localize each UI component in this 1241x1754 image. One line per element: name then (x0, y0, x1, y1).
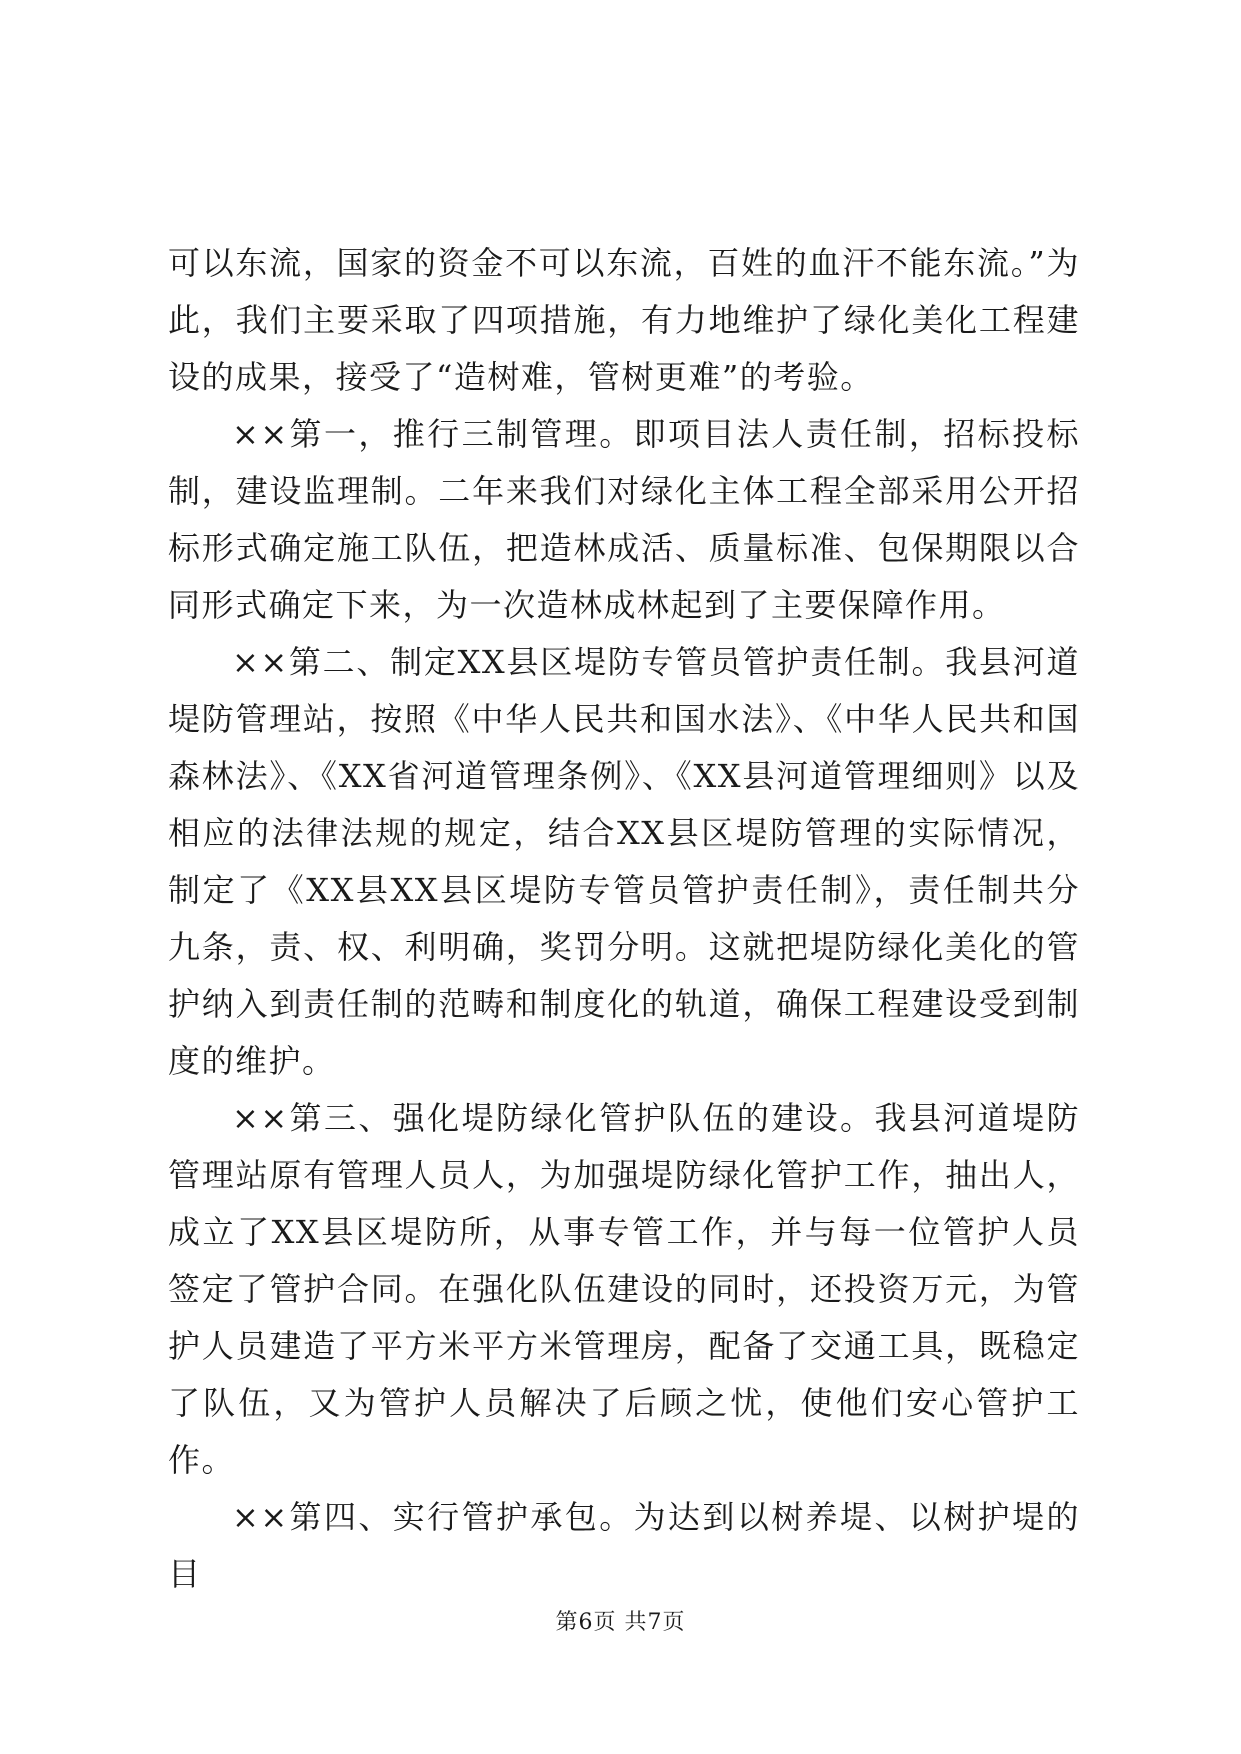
paragraph-continuation: 可以东流，国家的资金不可以东流，百姓的血汗不能东流。”为此，我们主要采取了四项措施，有力地维护了绿化美化工程建设的成果，接受了“造树难，管树更难”的考验。 (168, 244, 1080, 396)
paragraph-measure-2: ××第二、制定XX县区堤防专管员管护责任制。我县河道堤防管理站，按照《中华人民共和国水法》、《中华人民共和国森林法》、《XX省河道管理条例》、《XX县河道管理细则》以及相应的法律法规的规定，结合XX县区堤防管理的实际情况，制定了《XX县XX县区堤防专管员管护责任制》，责任制共分九条，责、权、利明确，奖罚分明。这就把堤防绿化美化的管护纳入到责任制的范畴和制度化的轨道，确保工程建设受到制度的维护。 (168, 643, 1080, 1080)
document-body (168, 235, 1080, 1603)
paragraph-measure-4: ××第四、实行管护承包。为达到以树养堤、以树护堤的目 (168, 1498, 1080, 1593)
page-number-footer: 第6页 共7页 (555, 1610, 686, 1635)
paragraph-measure-1: ××第一，推行三制管理。即项目法人责任制，招标投标制，建设监理制。二年来我们对绿化主体工程全部采用公开招标形式确定施工队伍，把造林成活、质量标准、包保期限以合同形式确定下来，为一次造林成林起到了主要保障作用。 (168, 415, 1080, 624)
paragraph-measure-3: ××第三、强化堤防绿化管护队伍的建设。我县河道堤防管理站原有管理人员人，为加强堤防绿化管护工作，抽出人，成立了XX县区堤防所，从事专管工作，并与每一位管护人员签定了管护合同。在强化队伍建设的同时，还投资万元，为管护人员建造了平方米平方米管理房，配备了交通工具，既稳定了队伍，又为管护人员解决了后顾之忧，使他们安心管护工作。 (168, 1099, 1080, 1479)
